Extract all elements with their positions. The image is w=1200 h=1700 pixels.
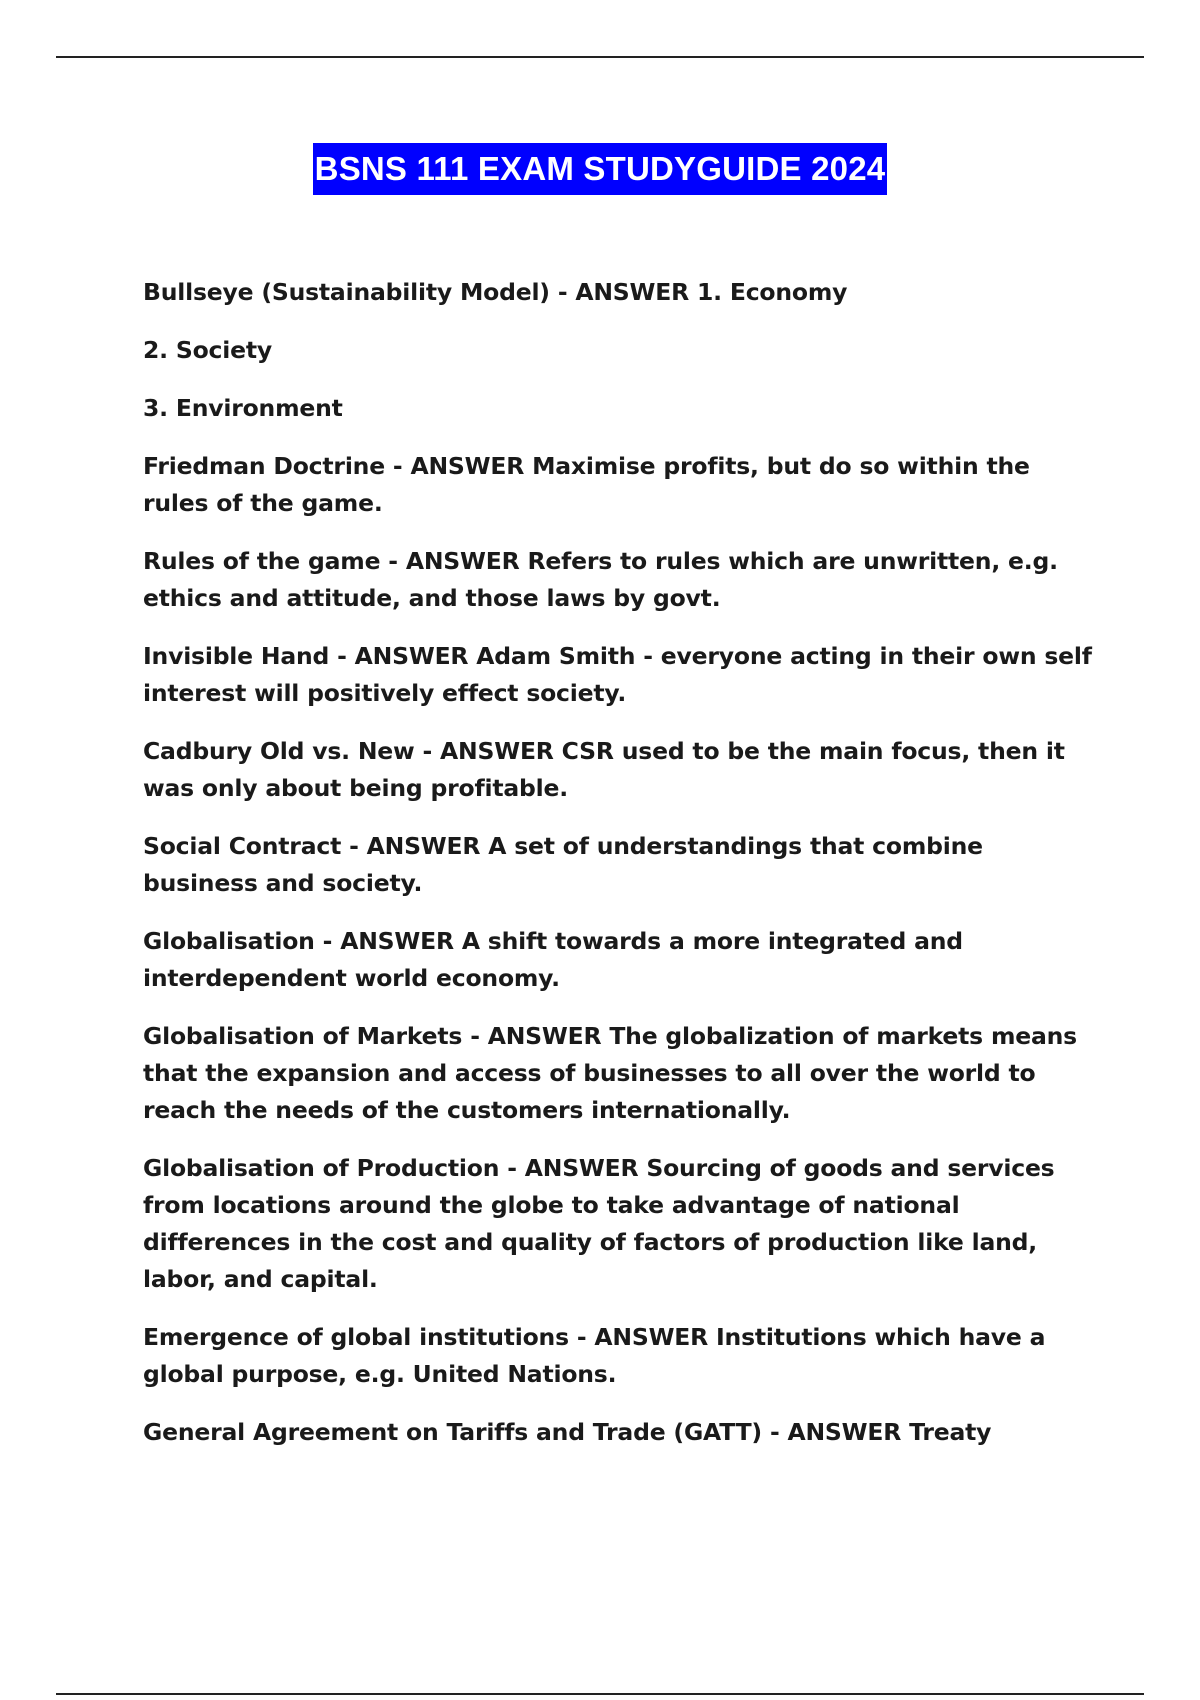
entry-globalisation-of-production: Globalisation of Production - ANSWER Sourcing of goods and services from locations around the globe to take advantage of national differences in the cost and quality of factors of production like land, labor, and capital. bbox=[143, 1154, 1055, 1293]
entry-gatt: General Agreement on Tariffs and Trade (GATT) - ANSWER Treaty bbox=[143, 1418, 992, 1446]
entry-rules-of-the-game: Rules of the game - ANSWER Refers to rules which are unwritten, e.g. ethics and attitude, and those laws by govt. bbox=[143, 547, 1058, 612]
entry-invisible-hand: Invisible Hand - ANSWER Adam Smith - everyone acting in their own self interest will positively effect society. bbox=[143, 642, 1092, 707]
entry-friedman-doctrine: Friedman Doctrine - ANSWER Maximise profits, but do so within the rules of the game. bbox=[143, 452, 1030, 517]
entry-environment: 3. Environment bbox=[143, 394, 343, 422]
title-container bbox=[0, 143, 1200, 195]
entry-society: 2. Society bbox=[143, 336, 273, 364]
study-guide-content bbox=[143, 274, 1093, 1472]
entry-global-institutions: Emergence of global institutions - ANSWER Institutions which have a global purpose, e.g. United Nations. bbox=[143, 1323, 1046, 1388]
top-divider bbox=[56, 56, 1144, 58]
bottom-divider bbox=[56, 1693, 1144, 1695]
entry-globalisation-of-markets: Globalisation of Markets - ANSWER The globalization of markets means that the expansion and access of businesses to all over the world to reach the needs of the customers internationally. bbox=[143, 1022, 1077, 1124]
entry-social-contract: Social Contract - ANSWER A set of understandings that combine business and society. bbox=[143, 832, 983, 897]
entry-cadbury: Cadbury Old vs. New - ANSWER CSR used to be the main focus, then it was only about being profitable. bbox=[143, 737, 1065, 802]
entry-globalisation: Globalisation - ANSWER A shift towards a more integrated and interdependent world economy. bbox=[143, 927, 963, 992]
entry-bullseye: Bullseye (Sustainability Model) - ANSWER 1. Economy bbox=[143, 278, 848, 306]
document-title: BSNS 111 EXAM STUDYGUIDE 2024 bbox=[313, 143, 888, 195]
